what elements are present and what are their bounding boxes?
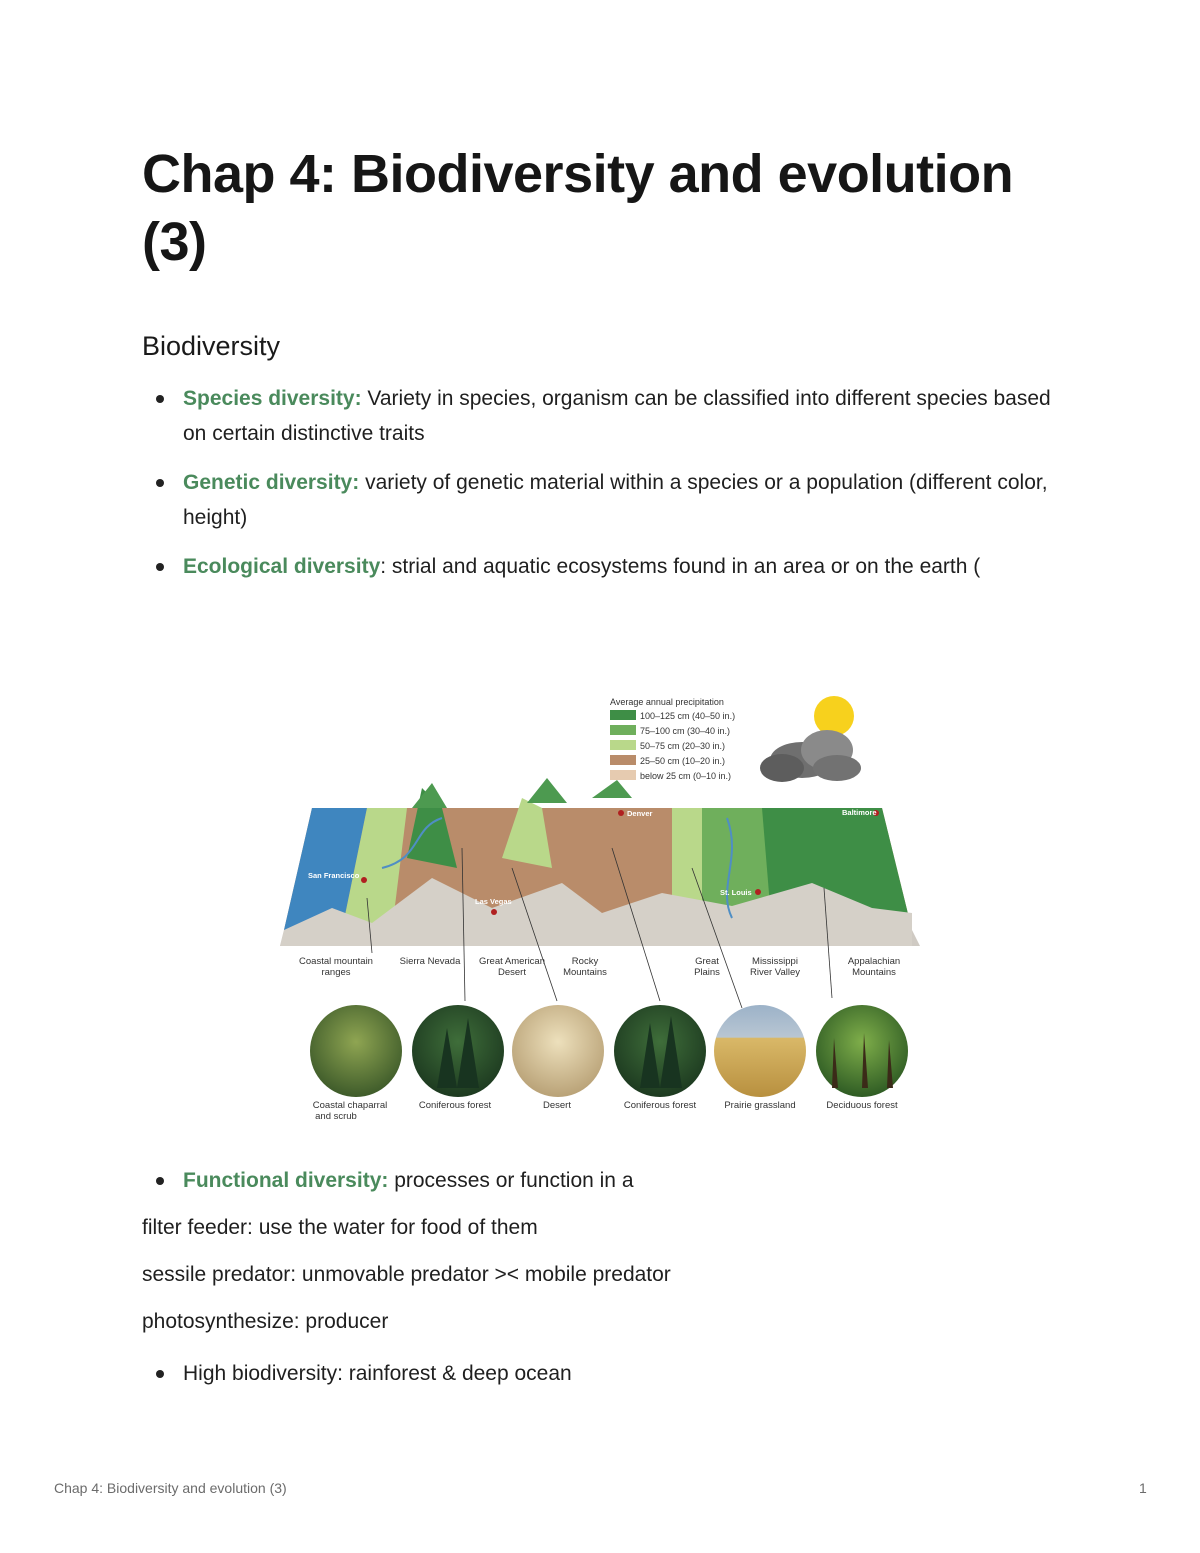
term-text: : strial and aquatic ecosystems found in an area or on the earth ( bbox=[380, 555, 981, 578]
legend-label: 25–50 cm (10–20 in.) bbox=[640, 756, 726, 766]
diversity-list bbox=[142, 381, 1062, 598]
region-label: Great bbox=[695, 956, 719, 967]
city-label: St. Louis bbox=[720, 888, 752, 897]
region-label: Sierra Nevada bbox=[399, 956, 461, 967]
region-label: Rocky bbox=[571, 956, 599, 967]
high-biodiversity-list bbox=[142, 1356, 1062, 1405]
coniferous-forest-photo bbox=[614, 1005, 706, 1097]
biome-label: and scrub bbox=[315, 1111, 357, 1122]
term-label: Ecological diversity bbox=[183, 555, 381, 578]
text-line: photosynthesize: producer bbox=[142, 1310, 389, 1333]
region-label: River Valley bbox=[750, 967, 800, 978]
city-label: Denver bbox=[627, 809, 653, 818]
biome-label: Deciduous forest bbox=[826, 1100, 898, 1111]
footer-title: Chap 4: Biodiversity and evolution (3) bbox=[54, 1480, 287, 1496]
text-line: filter feeder: use the water for food of them bbox=[142, 1216, 538, 1239]
city-label: Las Vegas bbox=[475, 897, 512, 906]
legend-swatch bbox=[610, 740, 636, 750]
region-label: Mountains bbox=[563, 967, 607, 978]
city-label: San Francisco bbox=[308, 871, 360, 880]
prairie-grassland-photo bbox=[714, 1005, 806, 1097]
list-item-species bbox=[142, 381, 1062, 451]
term-text: Variety in species, organism can be classified into different species based on certain distinctive traits bbox=[183, 387, 1051, 445]
rain-cloud-icon bbox=[760, 730, 861, 782]
biome-label: Coniferous forest bbox=[623, 1100, 697, 1111]
page-number: 1 bbox=[1139, 1480, 1147, 1496]
biome-label: Coastal chaparral bbox=[312, 1100, 388, 1111]
region-label: Appalachian bbox=[847, 956, 901, 967]
biome-photos bbox=[310, 1005, 908, 1097]
list-item-ecological bbox=[142, 549, 1062, 584]
functional-list bbox=[142, 1163, 1062, 1212]
term-label: Genetic diversity: bbox=[183, 471, 360, 494]
term-label: Species diversity: bbox=[183, 387, 362, 410]
text-line: sessile predator: unmovable predator >< mobile predator bbox=[142, 1263, 671, 1286]
region-label: Great American bbox=[479, 956, 545, 967]
legend bbox=[610, 710, 735, 781]
ecosystem-figure bbox=[272, 668, 922, 1128]
region-label: Desert bbox=[498, 967, 526, 978]
section-heading: Biodiversity bbox=[142, 331, 281, 361]
region-label: Plains bbox=[694, 967, 720, 978]
list-item-functional bbox=[142, 1163, 1062, 1198]
list-item-high-biodiversity: High biodiversity: rainforest & deep ocean bbox=[142, 1356, 1062, 1391]
landscape-block bbox=[280, 778, 920, 946]
page-title: Chap 4: Biodiversity and evolution (3) bbox=[142, 144, 1014, 272]
term-text: processes or function in a bbox=[388, 1169, 634, 1192]
region-label: Mountains bbox=[852, 967, 896, 978]
region-labels bbox=[299, 956, 900, 978]
legend-swatch bbox=[610, 725, 636, 735]
biome-label: Desert bbox=[543, 1100, 571, 1111]
term-text: variety of genetic material within a species or a population (different color, height) bbox=[183, 471, 1048, 529]
biome-label: Prairie grassland bbox=[724, 1100, 796, 1111]
legend-label: 75–100 cm (30–40 in.) bbox=[640, 726, 731, 736]
legend-title: Average annual precipitation bbox=[610, 697, 724, 707]
region-label: ranges bbox=[321, 967, 351, 978]
region-label: Mississippi bbox=[752, 956, 798, 967]
legend-label: 100–125 cm (40–50 in.) bbox=[640, 711, 736, 721]
legend-label: below 25 cm (0–10 in.) bbox=[640, 771, 732, 781]
precipitation-landscape-illustration bbox=[272, 668, 922, 1128]
sun-icon bbox=[814, 696, 854, 736]
desert-photo bbox=[512, 1005, 604, 1097]
deciduous-forest-photo bbox=[816, 1005, 908, 1097]
legend-swatch bbox=[610, 755, 636, 765]
legend-swatch bbox=[610, 710, 636, 720]
chaparral-photo bbox=[310, 1005, 402, 1097]
legend-label: 50–75 cm (20–30 in.) bbox=[640, 741, 726, 751]
legend-swatch bbox=[610, 770, 636, 780]
biome-label: Coniferous forest bbox=[418, 1100, 492, 1111]
term-label: Functional diversity: bbox=[183, 1169, 389, 1192]
city-label: Baltimore bbox=[842, 808, 877, 817]
region-label: Coastal mountain bbox=[299, 956, 373, 967]
biome-labels bbox=[313, 1100, 898, 1122]
list-item-genetic bbox=[142, 465, 1062, 535]
